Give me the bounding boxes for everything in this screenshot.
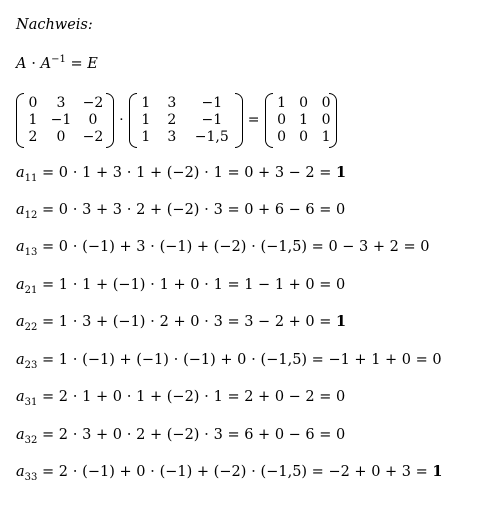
matrix-e <box>265 95 337 146</box>
matrix-a <box>16 95 114 146</box>
entry-line <box>16 164 346 182</box>
matrix-cell: 0 <box>277 112 286 128</box>
entry-index: 32 <box>24 435 38 446</box>
entry-result: 0 <box>432 352 442 368</box>
entry-line <box>16 276 345 294</box>
entry-index: 13 <box>24 247 38 258</box>
entry-line <box>16 201 345 219</box>
matrix-cell: 3 <box>167 129 177 145</box>
entry-result: 1 <box>336 313 347 330</box>
entry-line <box>16 463 442 481</box>
matrix-cell: 0 <box>56 129 66 145</box>
matrix-equals: = <box>247 112 260 128</box>
matrix-cell: −1 <box>50 112 72 128</box>
matrix-cell: 3 <box>56 95 66 111</box>
entry-line <box>16 426 345 444</box>
entry-result: 0 <box>336 277 346 293</box>
entry-line <box>16 351 442 369</box>
entry-expression: = 1 ⋅ 3 + (−1) ⋅ 2 + 0 ⋅ 3 = 3 − 2 + 0 = <box>37 314 336 330</box>
entry-result: 0 <box>336 389 346 405</box>
entry-expression: = 2 ⋅ (−1) + 0 ⋅ (−1) + (−2) ⋅ (−1,5) = −2 + 0 + 3 = <box>37 464 433 480</box>
entry-line <box>16 388 345 406</box>
identity-e: E <box>87 56 98 72</box>
entry-variable: a <box>16 389 25 405</box>
matrix-cell: −1 <box>201 95 223 111</box>
entry-line <box>16 313 346 331</box>
entry-variable: a <box>16 239 25 255</box>
entry-expression: = 2 ⋅ 1 + 0 ⋅ 1 + (−2) ⋅ 1 = 2 + 0 − 2 = <box>37 389 336 405</box>
matrix-cell: 1 <box>277 95 286 111</box>
matrix-cell: −1,5 <box>194 129 229 145</box>
entry-variable: a <box>16 427 25 443</box>
matrix-cell: −1 <box>201 112 223 128</box>
identity-equation <box>16 55 98 73</box>
matrix-equation <box>16 92 337 148</box>
entry-variable: a <box>16 277 25 293</box>
entry-expression: = 1 ⋅ (−1) + (−1) ⋅ (−1) + 0 ⋅ (−1,5) = −1 + 1 + 0 = <box>37 352 433 368</box>
entry-variable: a <box>16 464 25 480</box>
matrix-cell: 0 <box>321 95 331 111</box>
matrix-cell: 1 <box>28 112 38 128</box>
entry-result: 0 <box>336 427 346 443</box>
identity-ainv: A <box>40 56 52 72</box>
matrix-cell: 1 <box>321 129 331 145</box>
matrix-cell: 2 <box>28 129 38 145</box>
entry-expression: = 1 ⋅ 1 + (−1) ⋅ 1 + 0 ⋅ 1 = 1 − 1 + 0 = <box>37 277 336 293</box>
matrix-cell: 0 <box>277 129 286 145</box>
matrix-cell: −2 <box>82 129 104 145</box>
heading: Nachweis: <box>16 17 93 33</box>
entry-result: 1 <box>336 164 347 181</box>
matrix-cell: 0 <box>28 95 38 111</box>
entry-index: 33 <box>24 472 38 483</box>
identity-dot: ⋅ <box>31 56 37 72</box>
entry-result: 1 <box>432 463 443 480</box>
entry-expression: = 0 ⋅ 1 + 3 ⋅ 1 + (−2) ⋅ 1 = 0 + 3 − 2 = <box>37 165 336 181</box>
matrix-cell: 2 <box>167 112 177 128</box>
matrix-cell: 3 <box>167 95 177 111</box>
entry-result: 0 <box>420 239 430 255</box>
entry-index: 23 <box>24 360 38 371</box>
entry-index: 21 <box>24 285 38 296</box>
entry-variable: a <box>16 314 25 330</box>
matrix-cell: 1 <box>141 112 151 128</box>
matrix-ainv <box>129 95 243 146</box>
matrix-cell: 0 <box>321 112 331 128</box>
entry-result: 0 <box>336 202 346 218</box>
entry-variable: a <box>16 202 25 218</box>
matrix-cell: 1 <box>141 129 151 145</box>
entry-expression: = 2 ⋅ 3 + 0 ⋅ 2 + (−2) ⋅ 3 = 6 + 0 − 6 = <box>37 427 336 443</box>
matrix-cell: −2 <box>82 95 104 111</box>
matrix-cell: 0 <box>88 112 98 128</box>
entry-line <box>16 238 429 256</box>
entry-expression: = 0 ⋅ 3 + 3 ⋅ 2 + (−2) ⋅ 3 = 0 + 6 − 6 = <box>37 202 336 218</box>
matrix-dot: ⋅ <box>119 112 124 128</box>
identity-a: A <box>16 56 27 72</box>
entry-variable: a <box>16 352 25 368</box>
entry-index: 31 <box>24 397 38 408</box>
entry-index: 11 <box>24 173 38 184</box>
entry-index: 12 <box>24 210 38 221</box>
matrix-cell: 0 <box>299 129 308 145</box>
matrix-cell: 0 <box>299 95 308 111</box>
identity-equals: = <box>70 56 83 72</box>
matrix-cell: 1 <box>141 95 151 111</box>
entry-expression: = 0 ⋅ (−1) + 3 ⋅ (−1) + (−2) ⋅ (−1,5) = 0 − 3 + 2 = <box>37 239 421 255</box>
entry-variable: a <box>16 165 25 181</box>
entry-index: 22 <box>24 322 38 333</box>
matrix-cell: 1 <box>299 112 308 128</box>
identity-exponent: −1 <box>51 54 66 65</box>
